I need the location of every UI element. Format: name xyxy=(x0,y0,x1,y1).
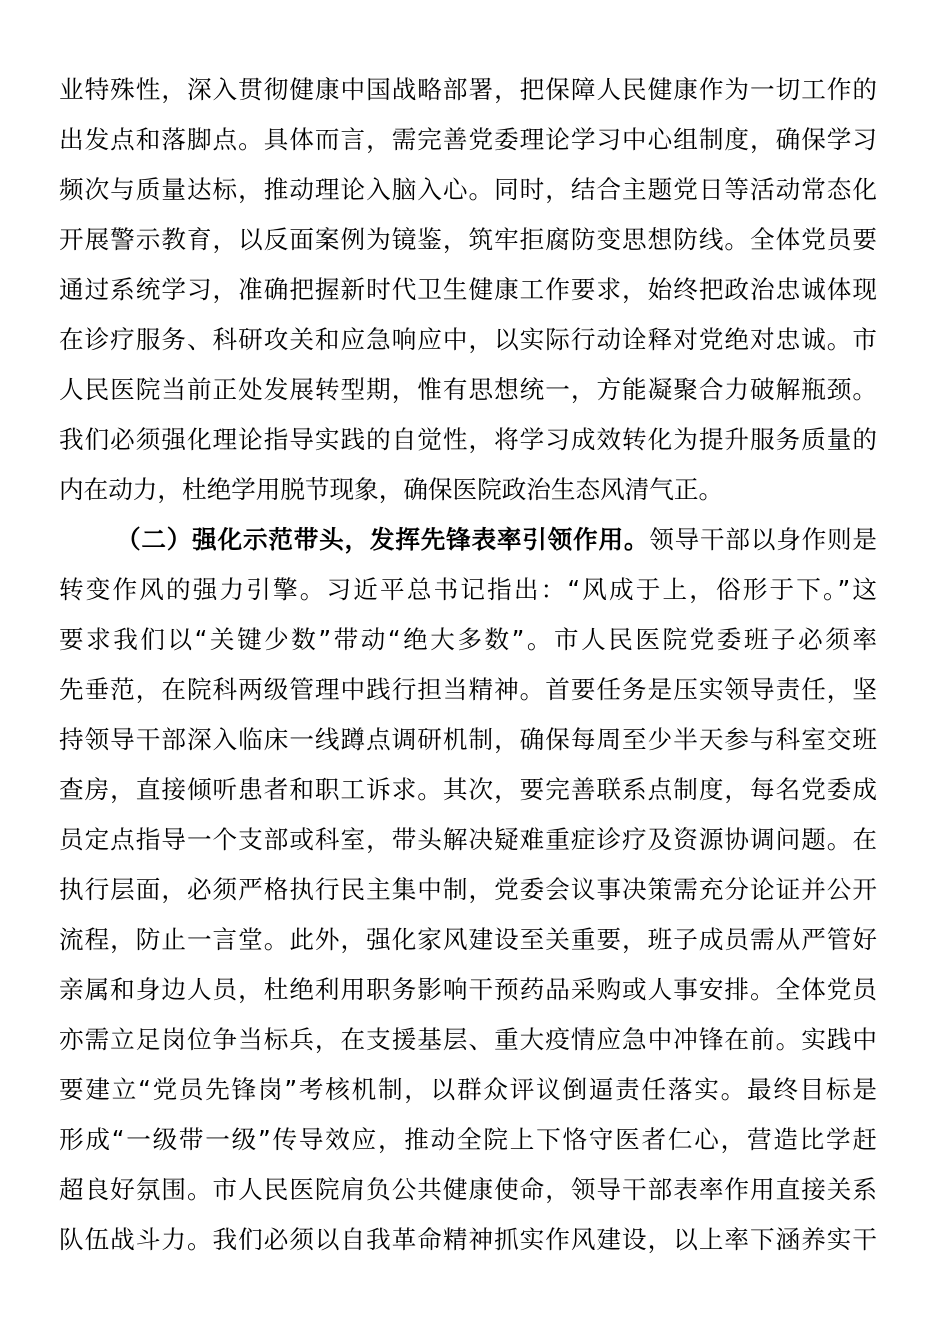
text-line: 队伍战斗力。我们必须以自我革命精神抓实作风建设，以上率下涵养实干 xyxy=(59,1225,877,1254)
text-span: 领导干部以身作则是 xyxy=(649,525,877,554)
text-line: 执行层面，必须严格执行民主集中制，党委会议事决策需充分论证并公开 xyxy=(59,875,877,904)
text-line: 流程，防止一言堂。此外，强化家风建设至关重要，班子成员需从严管好 xyxy=(59,925,877,954)
text-line: 查房，直接倾听患者和职工诉求。其次，要完善联系点制度，每名党委成 xyxy=(59,775,877,804)
text-line: 亲属和身边人员，杜绝利用职务影响干预药品采购或人事安排。全体党员 xyxy=(59,975,877,1004)
text-line: 业特殊性，深入贯彻健康中国战略部署，把保障人民健康作为一切工作的 xyxy=(59,75,877,104)
text-line: 持领导干部深入临床一线蹲点调研机制，确保每周至少半天参与科室交班 xyxy=(59,725,877,754)
text-line: 在诊疗服务、科研攻关和应急响应中，以实际行动诠释对党绝对忠诚。市 xyxy=(59,325,877,354)
text-line: 出发点和落脚点。具体而言，需完善党委理论学习中心组制度，确保学习 xyxy=(59,125,877,154)
text-line: 开展警示教育，以反面案例为镜鉴，筑牢拒腐防变思想防线。全体党员要 xyxy=(59,225,877,254)
text-line: 通过系统学习，准确把握新时代卫生健康工作要求，始终把政治忠诚体现 xyxy=(59,275,877,304)
text-line: 员定点指导一个支部或科室，带头解决疑难重症诊疗及资源协调问题。在 xyxy=(59,825,877,854)
text-line: 转变作风的强力引擎。习近平总书记指出：“风成于上，俗形于下。”这 xyxy=(59,575,877,604)
text-line: 我们必须强化理论指导实践的自觉性，将学习成效转化为提升服务质量的 xyxy=(59,425,877,454)
text-line: 超良好氛围。市人民医院肩负公共健康使命，领导干部表率作用直接关系 xyxy=(59,1175,877,1204)
text-line: 频次与质量达标，推动理论入脑入心。同时，结合主题党日等活动常态化 xyxy=(59,175,877,204)
text-line: 要求我们以“关键少数”带动“绝大多数”。市人民医院党委班子必须率 xyxy=(59,625,877,654)
section-heading-line xyxy=(59,515,877,564)
text-line: 先垂范，在院科两级管理中践行担当精神。首要任务是压实领导责任，坚 xyxy=(59,675,877,704)
text-line: 亦需立足岗位争当标兵，在支援基层、重大疫情应急中冲锋在前。实践中 xyxy=(59,1025,877,1054)
text-line: 内在动力，杜绝学用脱节现象，确保医院政治生态风清气正。 xyxy=(59,475,724,504)
section-heading: （二）强化示范带头，发挥先锋表率引领作用。 xyxy=(116,525,650,554)
text-line: 要建立“党员先锋岗”考核机制，以群众评议倒逼责任落实。最终目标是 xyxy=(59,1075,877,1104)
text-line: 人民医院当前正处发展转型期，惟有思想统一，方能凝聚合力破解瓶颈。 xyxy=(59,375,877,404)
text-line: 形成“一级带一级”传导效应，推动全院上下恪守医者仁心，营造比学赶 xyxy=(59,1125,877,1154)
